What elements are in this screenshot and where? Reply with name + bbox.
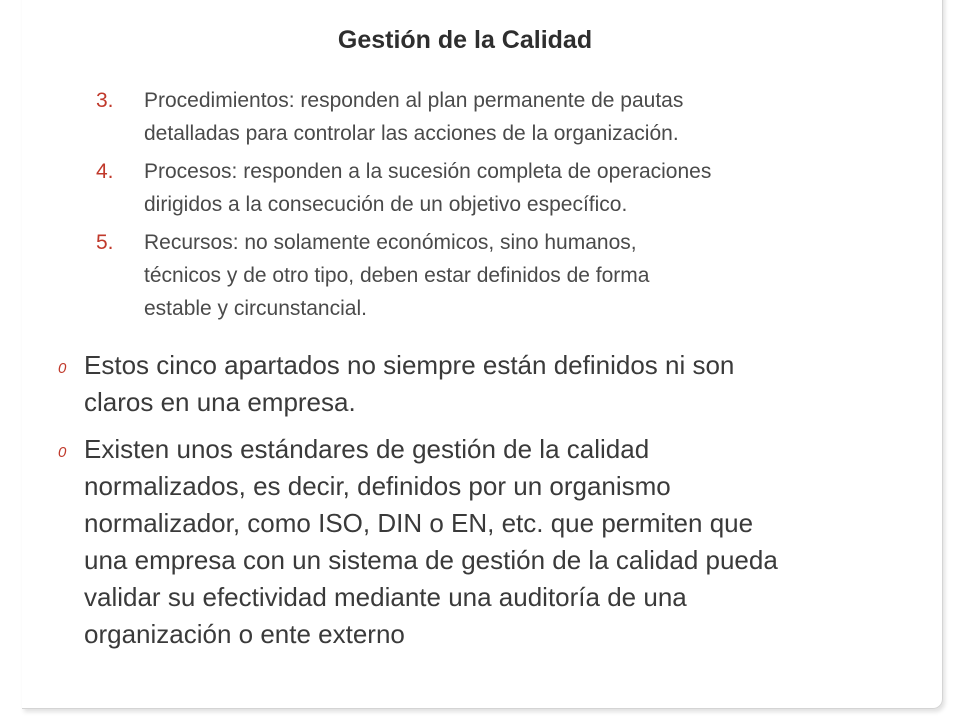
item-number: 4.	[96, 160, 114, 183]
numbered-item	[96, 226, 896, 325]
slide-title: Gestión de la Calidad	[337, 26, 593, 54]
numbered-item	[96, 155, 896, 221]
bullet-text-line: normalizados, es decir, definidos por un organismo	[84, 471, 671, 501]
bullet-text-line: Existen unos estándares de gestión de la calidad	[84, 434, 650, 464]
bullet-marker: 0	[58, 444, 67, 461]
bullet-text-line: claros en una empresa.	[84, 387, 356, 417]
bullet-marker: 0	[58, 360, 67, 377]
bullet-list	[56, 347, 916, 663]
item-number: 5.	[96, 231, 114, 254]
bullet-text-line: normalizador, como ISO, DIN o EN, etc. que permiten que	[84, 508, 754, 538]
bullet-item	[56, 347, 916, 421]
bullet-text-line: Estos cinco apartados no siempre están definidos ni son	[84, 350, 735, 380]
item-text-line: Procesos: responden a la sucesión completa de operaciones	[144, 160, 712, 183]
bullet-item	[56, 431, 916, 653]
item-text-line: técnicos y de otro tipo, deben estar definidos de forma	[144, 264, 650, 287]
bullet-text-line: validar su efectividad mediante una auditoría de una	[84, 582, 687, 612]
item-text-line: estable y circunstancial.	[144, 297, 367, 320]
item-number: 3.	[96, 89, 114, 112]
item-text-line: detalladas para controlar las acciones de la organización.	[144, 122, 679, 145]
numbered-item	[96, 84, 896, 150]
item-text-line: dirigidos a la consecución de un objetivo específico.	[144, 193, 628, 216]
bullet-text-line: organización o ente externo	[84, 619, 405, 649]
bullet-text-line: una empresa con un sistema de gestión de la calidad pueda	[84, 545, 778, 575]
numbered-list	[96, 84, 896, 330]
item-text-line: Procedimientos: responden al plan permanente de pautas	[144, 89, 684, 112]
item-text-line: Recursos: no solamente económicos, sino humanos,	[144, 231, 637, 254]
